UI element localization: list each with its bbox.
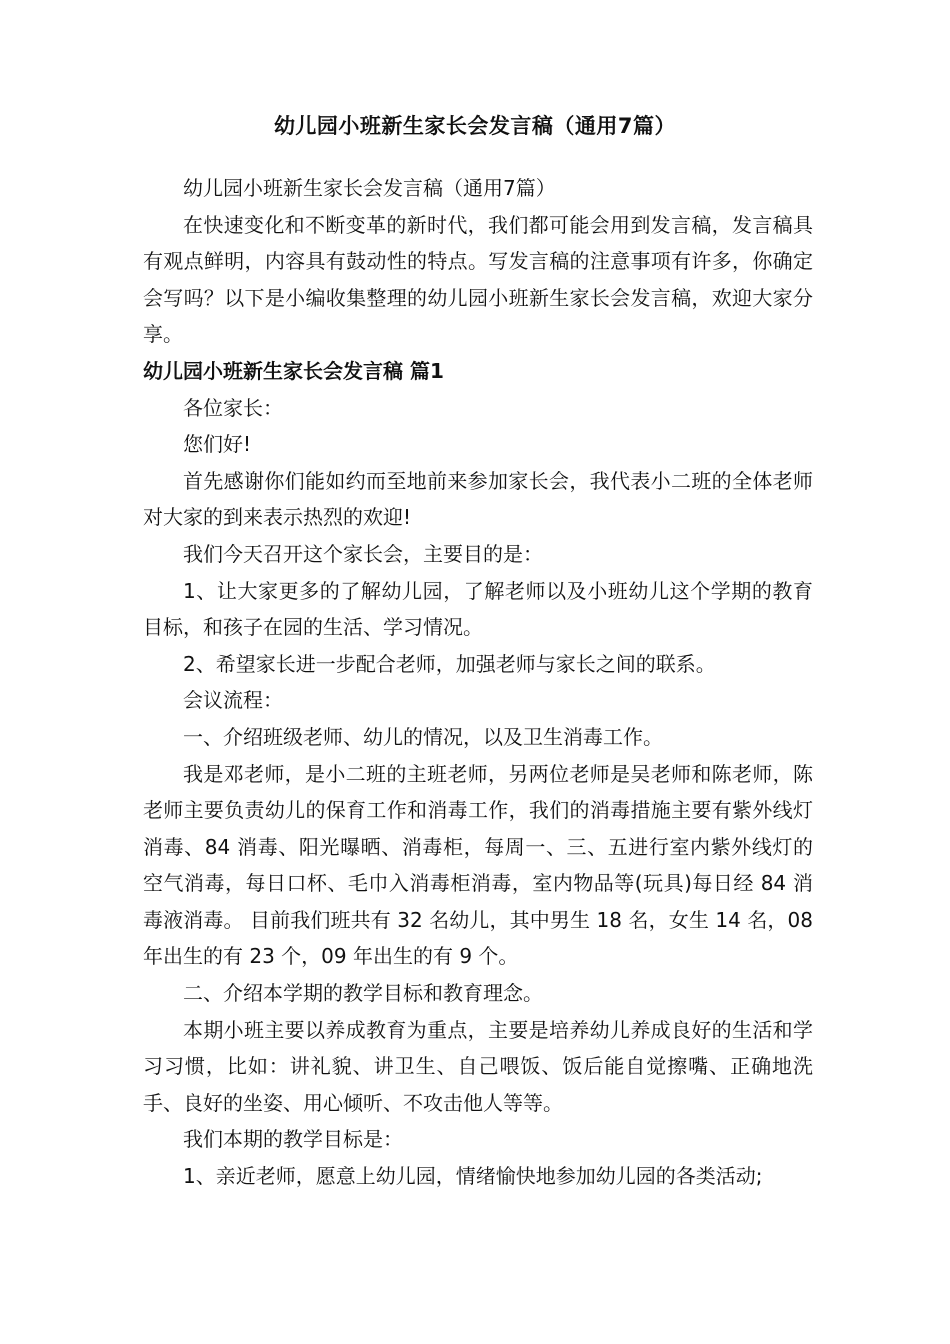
body-paragraph: 首先感谢你们能如约而至地前来参加家长会，我代表小二班的全体老师对大家的到来表示热烈的欢迎! <box>143 468 813 530</box>
body-paragraph: 1、亲近老师，愿意上幼儿园，情绪愉快地参加幼儿园的各类活动; <box>183 1164 763 1189</box>
body-paragraph: 二、介绍本学期的教学目标和教育理念。 <box>183 981 543 1006</box>
intro-paragraph: 幼儿园小班新生家长会发言稿（通用7篇） <box>183 176 556 200</box>
body-paragraph: 1、让大家更多的了解幼儿园，了解老师以及小班幼儿这个学期的教育目标，和孩子在园的生活、学习情况。 <box>143 578 813 640</box>
document-body <box>143 170 813 1195</box>
body-paragraph: 会议流程： <box>183 688 283 713</box>
intro-paragraph: 在快速变化和不断变革的新时代，我们都可能会用到发言稿，发言稿具有观点鲜明，内容具有鼓动性的特点。写发言稿的注意事项有许多，你确定会写吗？以下是小编收集整理的幼儿园小班新生家长会发言稿，欢迎大家分享。 <box>143 212 813 347</box>
document-title: 幼儿园小班新生家长会发言稿（通用7篇） <box>273 114 677 138</box>
section-heading: 幼儿园小班新生家长会发言稿 篇1 <box>143 358 444 383</box>
body-paragraph: 各位家长： <box>183 395 283 420</box>
body-paragraph: 2、希望家长进一步配合老师，加强老师与家长之间的联系。 <box>183 651 716 676</box>
body-paragraph: 本期小班主要以养成教育为重点，主要是培养幼儿养成良好的生活和学习习惯，比如：讲礼貌、讲卫生、自己喂饭、饭后能自觉擦嘴、正确地洗手、良好的坐姿、用心倾听、不攻击他人等等。 <box>143 1017 813 1115</box>
body-paragraph: 我是邓老师，是小二班的主班老师，另两位老师是吴老师和陈老师，陈老师主要负责幼儿的保育工作和消毒工作，我们的消毒措施主要有紫外线灯消毒、84 消毒、阳光曝晒、消毒柜，每周一、三、五进行室内紫外线灯的空气消毒，每日口杯、毛巾入消毒柜消毒，室内物品等(玩具)每日经 84 消毒液消毒。 目前我们班共有 32 名幼儿，其中男生 18 名，女生 14 名，08 年出生的有 23 个，09 年出生的有 9 个。 <box>143 761 813 969</box>
body-paragraph: 您们好! <box>183 432 252 457</box>
body-paragraph: 一、介绍班级老师、幼儿的情况，以及卫生消毒工作。 <box>183 724 663 749</box>
body-paragraph: 我们今天召开这个家长会，主要目的是： <box>183 541 543 566</box>
body-paragraph: 我们本期的教学目标是： <box>183 1127 403 1152</box>
